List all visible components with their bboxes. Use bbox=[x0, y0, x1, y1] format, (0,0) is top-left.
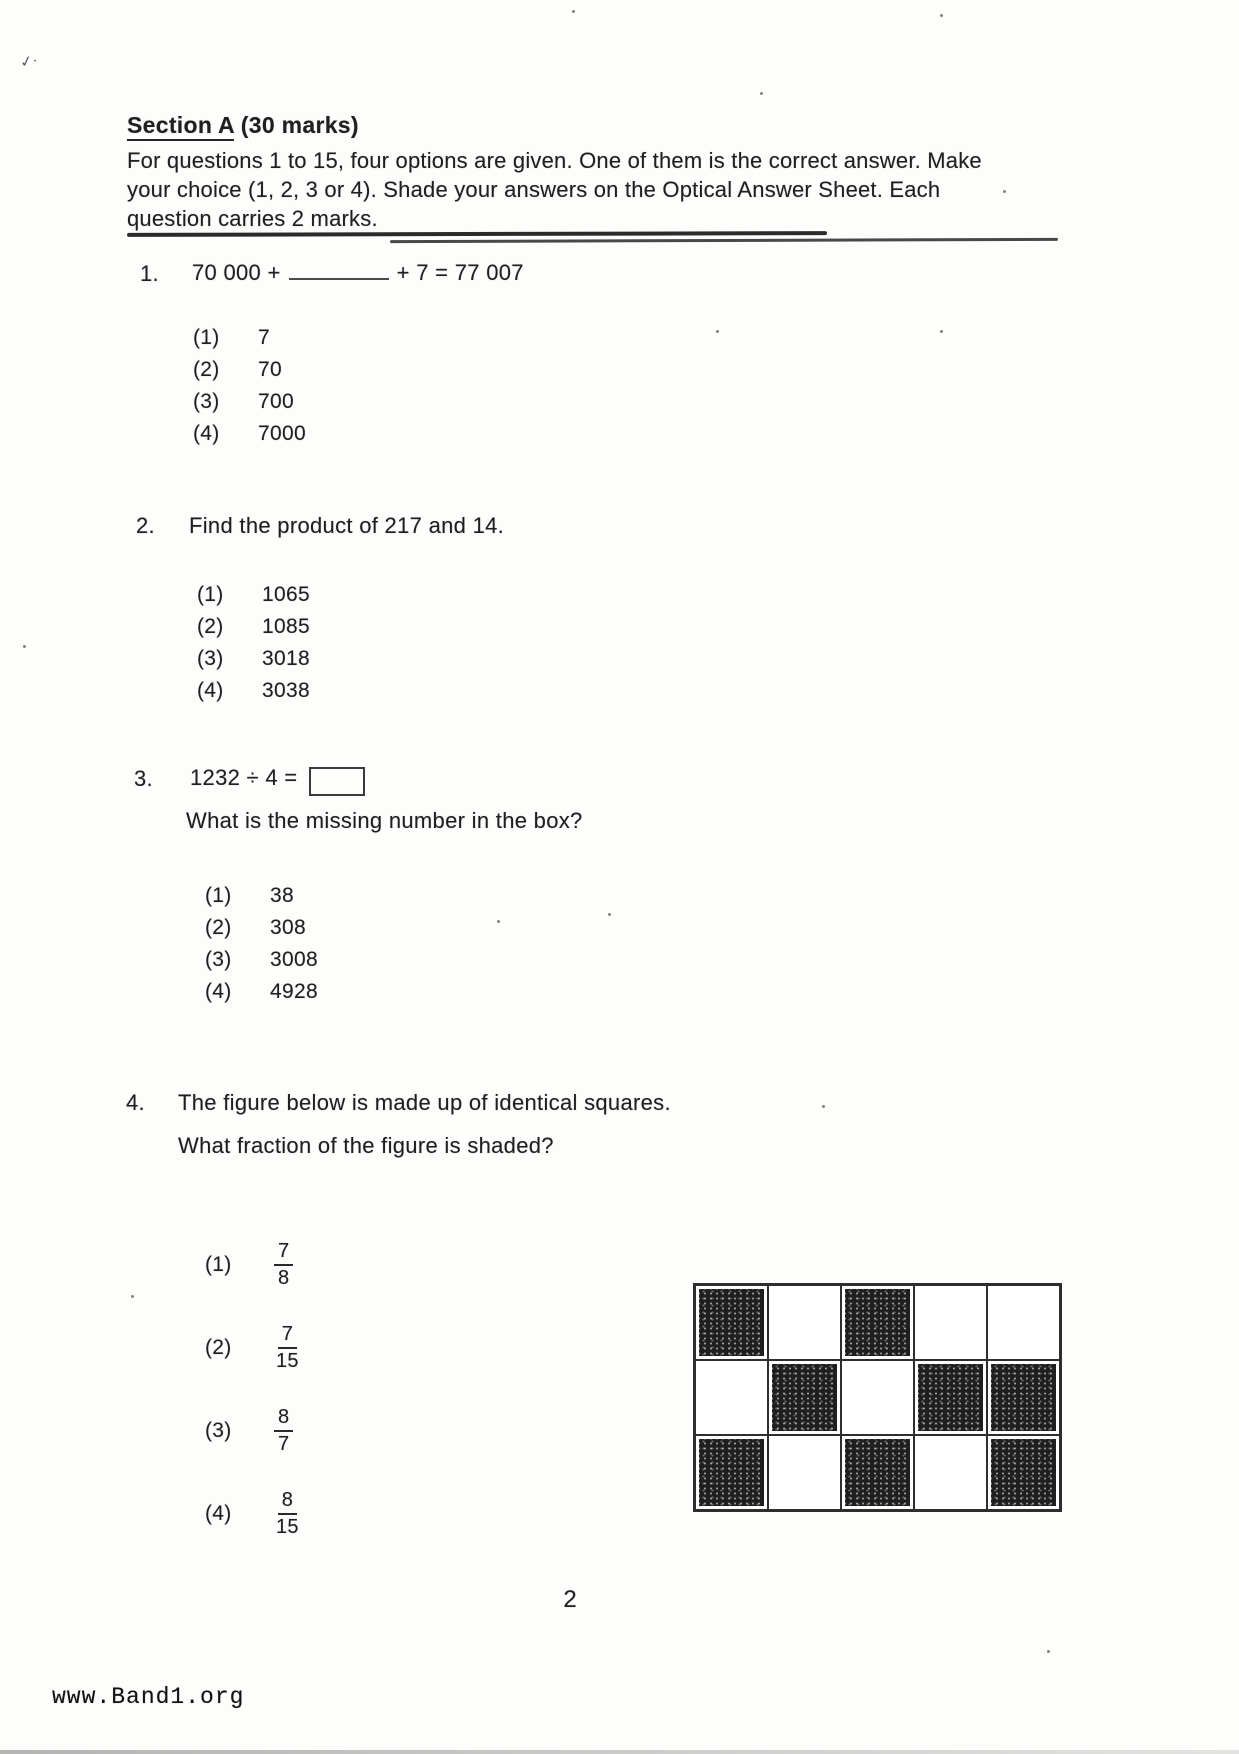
unshaded-square bbox=[987, 1285, 1060, 1360]
unshaded-square bbox=[914, 1435, 987, 1510]
question-number: 4. bbox=[126, 1090, 145, 1115]
scan-speck bbox=[1047, 1650, 1050, 1653]
option-label: (2) bbox=[205, 1336, 232, 1359]
options-list bbox=[205, 1240, 301, 1572]
scan-speck bbox=[822, 1105, 825, 1108]
option-row bbox=[193, 422, 306, 454]
instruction-line: your choice (1, 2, 3 or 4). Shade your answers on the Optical Answer Sheet. Each bbox=[127, 177, 941, 202]
option-label: (2) bbox=[197, 615, 224, 638]
footer-website: www.Band1.org bbox=[52, 1684, 245, 1710]
section-marks: (30 marks) bbox=[234, 112, 359, 138]
pencil-check-mark: ✓· bbox=[18, 51, 40, 72]
fraction-value: $\frac{7}{15}$ bbox=[276, 1323, 299, 1372]
answer-box bbox=[309, 767, 365, 796]
options-list bbox=[205, 884, 318, 1012]
option-row bbox=[193, 358, 306, 390]
scan-speck bbox=[760, 92, 763, 95]
option-label: (1) bbox=[205, 884, 232, 907]
option-label: (3) bbox=[205, 1419, 232, 1442]
option-row bbox=[205, 948, 318, 980]
scan-speck bbox=[497, 920, 500, 923]
question-text: What is the missing number in the box? bbox=[186, 808, 583, 833]
question-number: 1. bbox=[140, 261, 159, 286]
shaded-square bbox=[841, 1285, 914, 1360]
option-label: (1) bbox=[193, 326, 220, 349]
fraction-value: $\frac{7}{8}$ bbox=[274, 1240, 293, 1290]
scan-speck bbox=[716, 330, 719, 333]
question-stem bbox=[190, 765, 365, 794]
option-label: (4) bbox=[205, 980, 232, 1003]
unshaded-square bbox=[768, 1435, 841, 1510]
unshaded-square bbox=[768, 1285, 841, 1360]
question-text-line1: The figure below is made up of identical squares. bbox=[178, 1090, 671, 1115]
option-label: (4) bbox=[193, 422, 220, 445]
shaded-squares-figure bbox=[693, 1283, 1062, 1512]
scan-speck bbox=[572, 10, 575, 13]
option-label: (2) bbox=[205, 916, 232, 939]
option-row bbox=[193, 390, 306, 422]
shaded-square bbox=[987, 1360, 1060, 1435]
unshaded-square bbox=[914, 1285, 987, 1360]
option-value: 3008 bbox=[270, 948, 318, 971]
question-stem: Find the product of 217 and 14. bbox=[189, 513, 505, 538]
option-value: 4928 bbox=[270, 980, 318, 1003]
option-label: (3) bbox=[197, 647, 224, 670]
option-row bbox=[197, 615, 310, 647]
answer-blank bbox=[289, 260, 389, 280]
page-number: 2 bbox=[563, 1586, 577, 1613]
scan-speck bbox=[23, 645, 26, 648]
option-value: 7 bbox=[258, 326, 270, 349]
scan-speck bbox=[608, 913, 611, 916]
scan-speck bbox=[940, 14, 943, 17]
option-row bbox=[205, 916, 318, 948]
option-value: 700 bbox=[258, 390, 294, 413]
section-instructions bbox=[127, 146, 1087, 233]
shaded-square bbox=[768, 1360, 841, 1435]
divider-rule bbox=[127, 231, 827, 236]
stem-suffix: + 7 = 77 007 bbox=[396, 260, 524, 285]
section-heading bbox=[127, 112, 359, 139]
fraction-value: $\frac{8}{15}$ bbox=[276, 1489, 299, 1538]
option-label: (3) bbox=[193, 390, 220, 413]
option-label: (4) bbox=[205, 1502, 232, 1525]
option-row bbox=[205, 1406, 301, 1456]
option-label: (3) bbox=[205, 948, 232, 971]
option-label: (4) bbox=[197, 679, 224, 702]
options-list bbox=[193, 326, 306, 454]
option-row bbox=[205, 1240, 301, 1290]
option-row bbox=[205, 980, 318, 1012]
shaded-square bbox=[914, 1360, 987, 1435]
option-value: 70 bbox=[258, 358, 282, 381]
option-value: 308 bbox=[270, 916, 306, 939]
question-number: 2. bbox=[136, 513, 155, 538]
shaded-square bbox=[695, 1435, 768, 1510]
unshaded-square bbox=[841, 1360, 914, 1435]
option-row bbox=[197, 647, 310, 679]
divider-rule bbox=[390, 238, 1058, 243]
options-list bbox=[197, 583, 310, 711]
unshaded-square bbox=[695, 1360, 768, 1435]
question-number: 3. bbox=[134, 766, 153, 791]
section-title: Section A bbox=[127, 112, 234, 141]
option-row bbox=[193, 326, 306, 358]
stem-prefix: 70 000 + bbox=[192, 260, 281, 285]
option-label: (1) bbox=[197, 583, 224, 606]
question-stem bbox=[192, 260, 524, 286]
option-row bbox=[205, 1323, 301, 1373]
option-label: (1) bbox=[205, 1253, 232, 1276]
question-text-line2: What fraction of the figure is shaded? bbox=[178, 1133, 554, 1158]
option-value: 1085 bbox=[262, 615, 310, 638]
option-value: 1065 bbox=[262, 583, 310, 606]
instruction-line: For questions 1 to 15, four options are given. One of them is the correct answer. Make bbox=[127, 148, 982, 173]
stem-prefix: 1232 ÷ 4 = bbox=[190, 765, 298, 790]
option-row bbox=[205, 884, 318, 916]
option-value: 38 bbox=[270, 884, 294, 907]
option-row bbox=[197, 679, 310, 711]
scan-speck bbox=[940, 330, 943, 333]
option-label: (2) bbox=[193, 358, 220, 381]
scan-speck bbox=[131, 1295, 134, 1298]
fraction-value: $\frac{8}{7}$ bbox=[274, 1406, 293, 1456]
shaded-square bbox=[695, 1285, 768, 1360]
shaded-square bbox=[987, 1435, 1060, 1510]
instruction-line: question carries 2 marks. bbox=[127, 206, 378, 231]
scan-bottom-edge bbox=[0, 1750, 1239, 1754]
option-value: 3018 bbox=[262, 647, 310, 670]
option-value: 3038 bbox=[262, 679, 310, 702]
shaded-square bbox=[841, 1435, 914, 1510]
option-value: 7000 bbox=[258, 422, 306, 445]
option-row bbox=[205, 1489, 301, 1539]
option-row bbox=[197, 583, 310, 615]
